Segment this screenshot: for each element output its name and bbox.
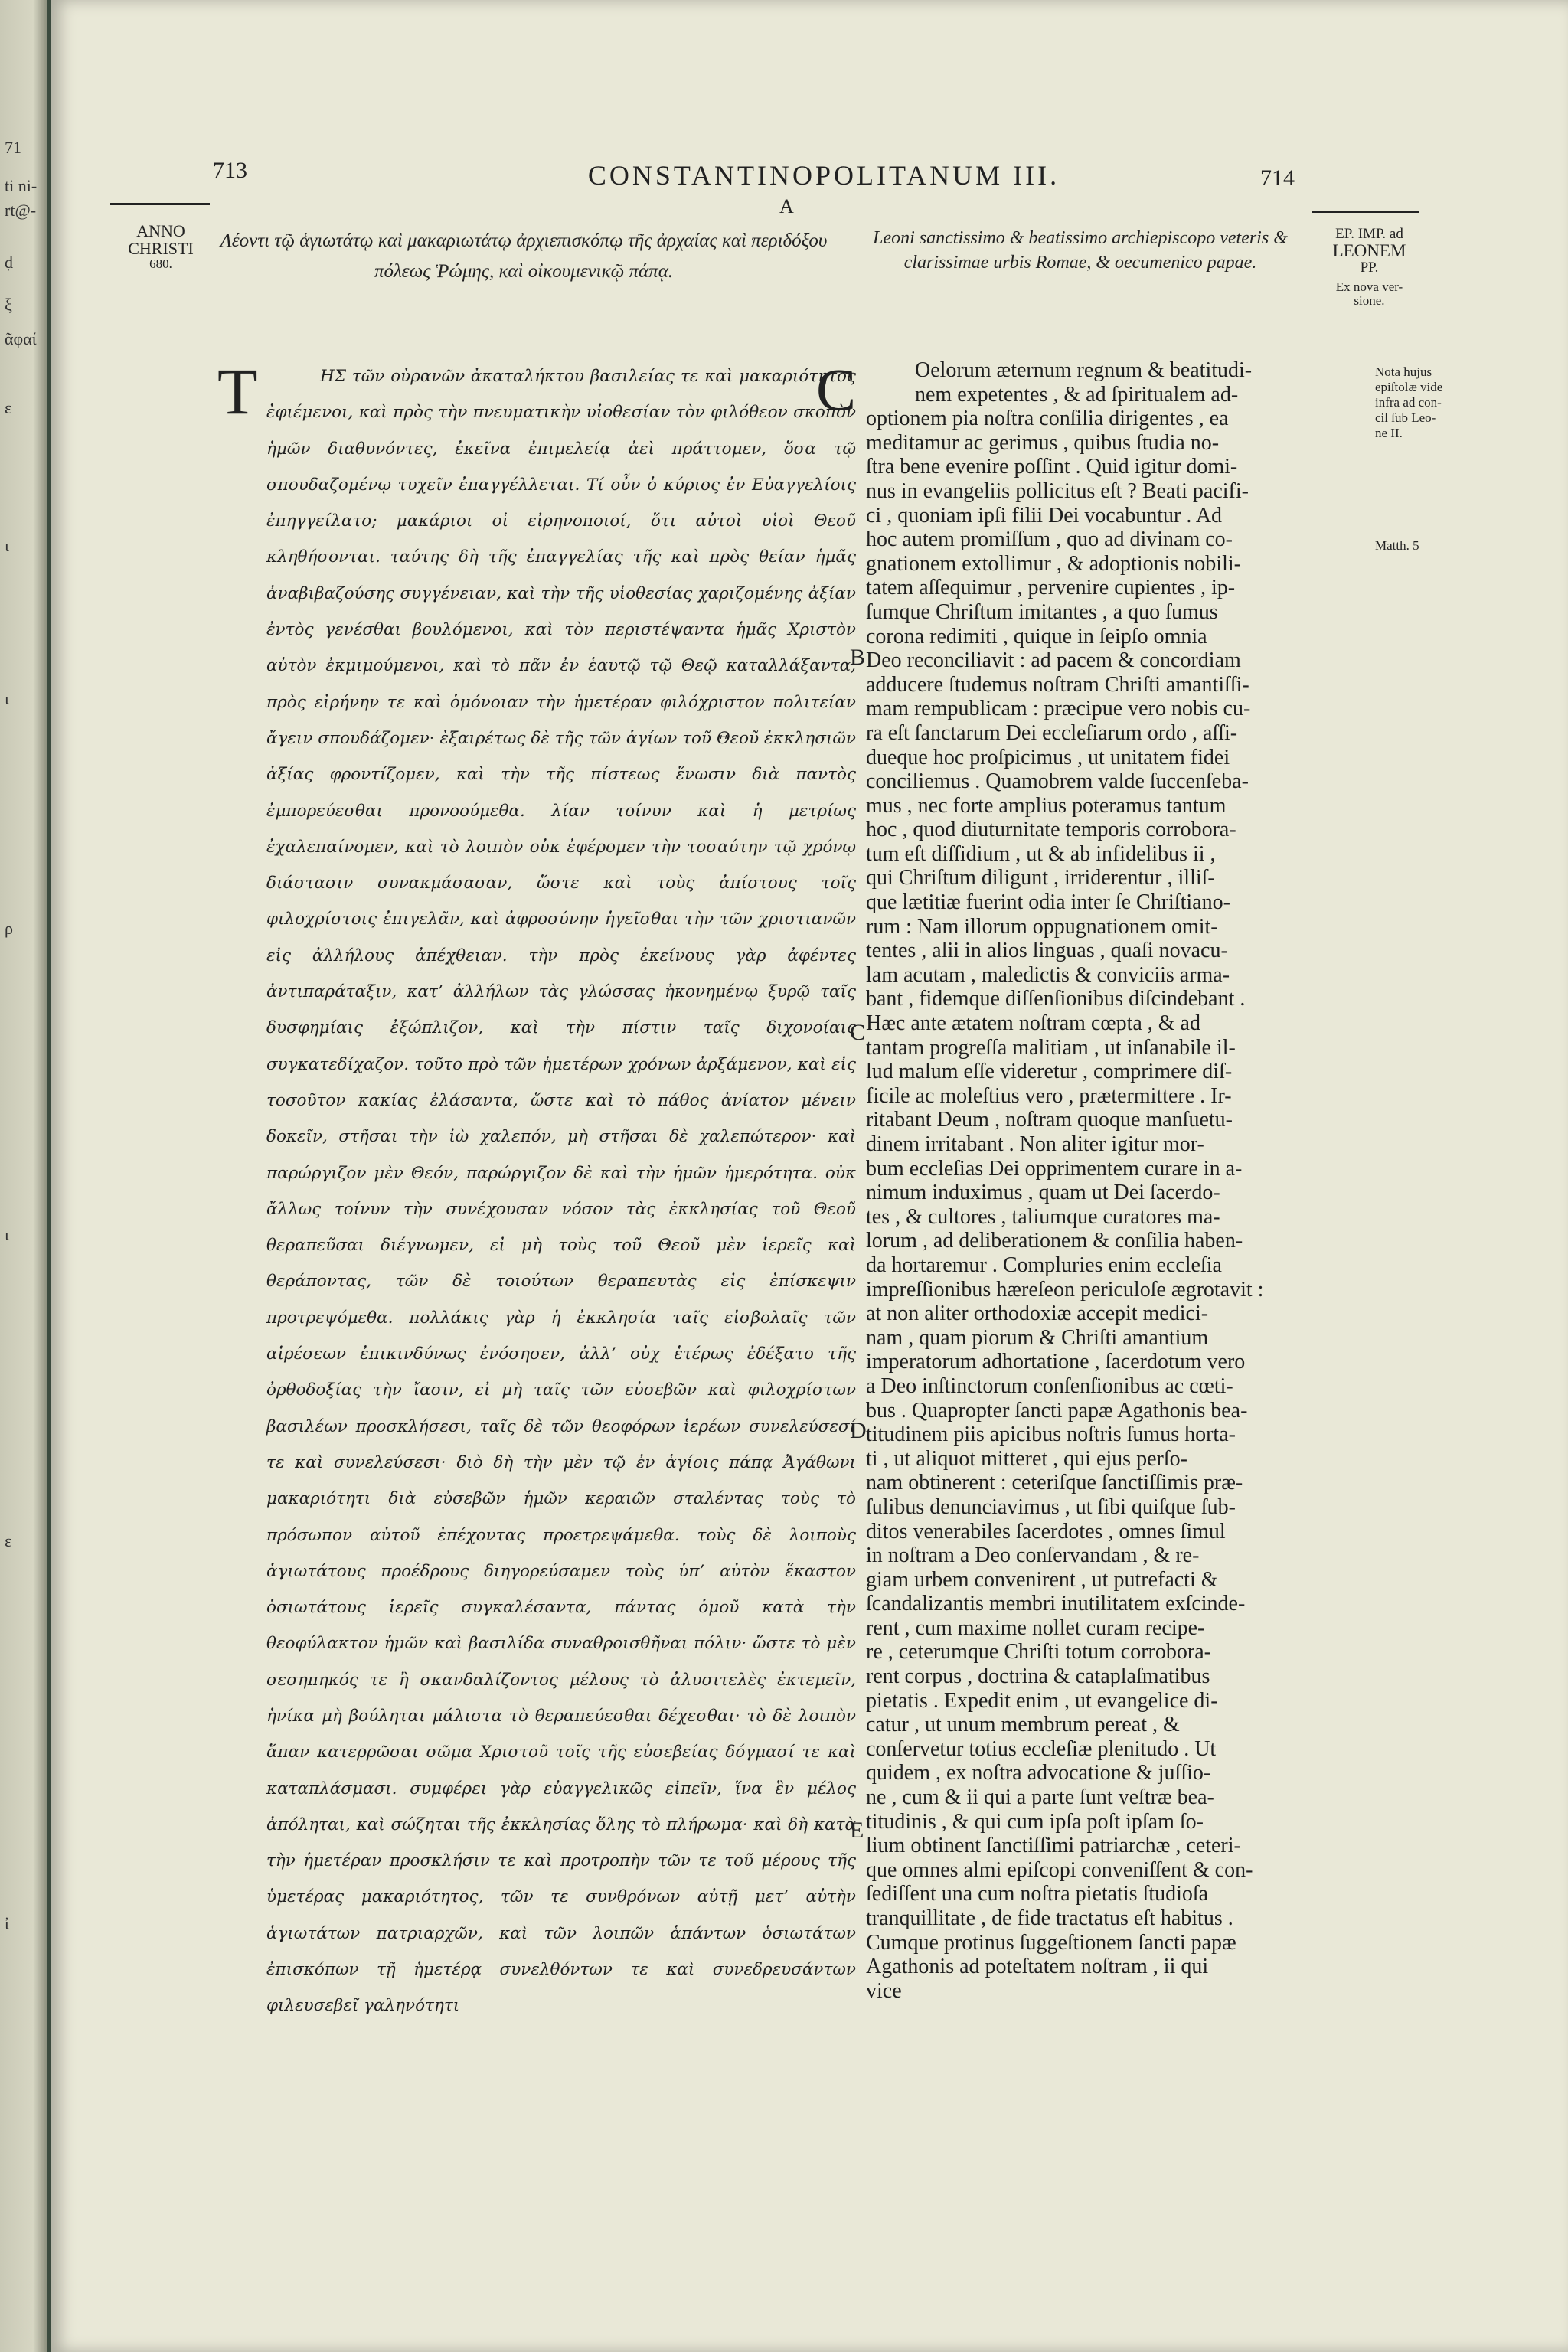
latin-line: que lætitiæ fuerint odia inter ſe Chriſtiano- — [866, 890, 1230, 915]
latin-line: tatem aſſequimur , pervenire cupientes , ip- — [866, 576, 1236, 600]
latin-line: mus , nec forte amplius poteramus tantum — [866, 793, 1227, 818]
greek-text-column: ΗΣ τῶν οὐρανῶν ἀκαταλήκτου βασιλείας τε καὶ μακαριότητος ἐφιέμενοι, καὶ πρὸς τὴν πνευματικὴν υἱοθεσίαν τὸν φιλόθεον σκοπὸν ἡμῶν διαθυνόντες, ἐκεῖνα ἐπιμελείᾳ ἀεὶ πράττομεν, ὅσα τῷ σπουδαζομένῳ τυχεῖν ἐπαγγέλλεται. Τί οὖν ὁ κύριος ἐν Εὐαγγελίοις ἐπηγγείλατο; μακάριοι οἱ εἰρηνοποιοί, ὅτι αὐτοὶ υἱοὶ Θεοῦ κληθήσονται. ταύτης δὴ τῆς ἐπαγγελίας τῆς καὶ πρὸς θείαν ἡμᾶς ἀναβιβαζούσης συγγένειαν, καὶ τὴν τῆς υἱοθεσίας χαριζομένης ἀξίαν ἐντὸς γενέσθαι βουλόμενοι, καὶ τὸν περιστέψαντα ἡμᾶς Χριστὸν αὐτὸν ἐκμιμούμενοι, καὶ τὸ πᾶν ἐν ἑαυτῷ τῷ Θεῷ καταλλάξαντα, πρὸς εἰρήνην τε καὶ ὁμόνοιαν τὴν ἡμετέραν φιλόχριστον πολιτείαν ἄγειν σπουδάζομεν· ἐξαιρέτως δὲ τῆς τῶν ἁγίων τοῦ Θεοῦ ἐκκλησιῶν ἀξίας φροντίζομεν, καὶ τὴν τῆς πίστεως ἕνωσιν διὰ παντὸς ἐμπορεύεσθαι προνοούμεθα. λίαν τοίνυν καὶ ἡ μετρίως ἐχαλεπαίνομεν, καὶ τὸ λοιπὸν οὐκ ἐφέρομεν τὴν τοσαύτην τῷ χρόνῳ διάστασιν συνακμάσασαν, ὥστε καὶ τοὺς ἀπίστους τοῖς φιλοχρίστοις ἐπιγελᾶν, καὶ ἀφροσύνην ἡγεῖσθαι τὴν τῶν χριστιανῶν εἰς ἀλλήλους ἀπέχθειαν. τὴν πρὸς ἐκείνους γὰρ ἀφέντες ἀντιπαράταξιν, κατ’ ἀλλήλων τὰς γλώσσας ἠκονημένῳ ξυρῷ ταῖς δυσφημίαις ἐξώπλιζον, καὶ τὴν πίστιν ταῖς διχονοίαις συγκατεδίχαζον. τοῦτο πρὸ τῶν ἡμετέρων χρόνων ἀρξάμενον, καὶ εἰς τοσοῦτον κακίας ἐλάσαντα, ὥστε καὶ τὸ πάθος ἀνίατον μένειν δοκεῖν, στῆσαι τὴν ἰὼ χαλεπόν, μὴ στῆσαι δὲ χαλεπώτερον· καὶ παρώργιζον μὲν Θεόν, παρώργιζον δὲ καὶ τὴν ἡμῶν ἡμερότητα. οὐκ ἄλλως τοίνυν τὴν συνέχουσαν νόσον τὰς ἐκκλησίας τοῦ Θεοῦ θεραπεῦσαι διέγνωμεν, εἰ μὴ τοὺς τοῦ Θεοῦ μὲν ἱερεῖς καὶ θεράποντας, τῶν δὲ τοιούτων θεραπευτὰς εἰς ἐπίσκεψιν προτρεψόμεθα. πολλάκις γὰρ ἡ ἐκκλησία ταῖς εἰσβολαῖς τῶν αἱρέσεων ἐπικινδύνως ἐνόσησεν, ἀλλ’ οὐχ ἑτέρως ἐδέξατο τῆς ὀρθοδοξίας τὴν ἴασιν, εἰ μὴ ταῖς τῶν εὐσεβῶν καὶ φιλοχρίστων βασιλέων προσκλήσεσι, ταῖς δὲ τῶν θεοφόρων ἱερέων συνελεύσεσί τε καὶ συνελεύσεσι· διὸ δὴ τὴν μὲν τῷ ἐν ἁγίοις πάπᾳ Ἀγάθωνι μακαριότητι διὰ εὐσεβῶν ἡμῶν κεραιῶν σταλέντας τοὺς τὸ πρόσωπον αὐτοῦ ἐπέχοντας προετρεψάμεθα. τοὺς δὲ λοιποὺς ἁγιωτάτους προέδρους διηγορεύσαμεν τοὺς ὑπ’ αὐτὸν ἕκαστον ὁσιωτάτους ἱερεῖς συγκαλέσαντα, πάντας ὁμοῦ κατὰ τὴν θεοφύλακτον ἡμῶν καὶ βασιλίδα συναθροισθῆναι πόλιν· ὥστε τὸ μὲν σεσηπηκός τε ἢ σκανδαλίζοντος μέλους τὸ ἀλυσιτελὲς ἐκτεμεῖν, ἡνίκα μὴ βούληται μάλιστα τὸ θεραπεύεσθαι δέχεσθαι· τὸ δὲ λοιπὸν ἅπαν κατερρῶσαι σῶμα Χριστοῦ τοῖς τῆς εὐσεβείας δόγμασί τε καὶ καταπλάσμασι. συμφέρει γὰρ εὐαγγελικῶς εἰπεῖν, ἵνα ἓν μέλος ἀπόληται, καὶ σώζηται τῆς ἐκκλησίας ὅλης τὸ πλήρωμα· καὶ δὴ κατὰ τὴν ἡμετέραν προσκλήσιν τε καὶ προτροπὴν τῶν τε τοῦ μέρους τῆς ὑμετέρας μακαριότητος, τῶν τε συνθρόνων αὐτῇ μετ’ αὐτὴν ἁγιωτάτων πατριαρχῶν, καὶ τῶν λοιπῶν ἁπάντων ὁσιωτάτων ἐπισκόπων τῇ ἡμετέρᾳ συνελθόντων τε καὶ συνεδρευσάντων φιλευσεβεῖ γαληνότητι — [266, 367, 856, 2016]
book-page — [51, 0, 1568, 2352]
page-number-left: 713 — [213, 158, 247, 183]
section-letter-d: D — [850, 1418, 867, 1443]
latin-line: conciliemus . Quamobrem valde ſuccenſeba- — [866, 769, 1249, 794]
latin-line: ti , ut aliquot mitteret , qui ejus perſo- — [866, 1446, 1187, 1471]
latin-line: ditos venerabiles ſacerdotes , omnes ſimul — [866, 1519, 1226, 1544]
latin-line: tum eſt diſſidium , ut & ab infidelibus ii , — [866, 841, 1216, 866]
latin-line: lorum , ad deliberationem & conſilia haben- — [866, 1229, 1243, 1253]
latin-text-column — [866, 358, 1416, 2003]
latin-line: giam urbem convenirent , ut putrefacti & — [866, 1567, 1218, 1592]
latin-line: bum eccleſias Dei opprimentem curare in a- — [866, 1156, 1243, 1181]
latin-line: adducere ſtudemus noſtram Chriſti amantiſſi- — [866, 672, 1250, 697]
latin-line: bus . Quapropter ſancti papæ Agathonis bea- — [866, 1398, 1248, 1423]
section-letter-c: C — [850, 1020, 866, 1045]
latin-line: catur , ut unum membrum pereat , & — [866, 1713, 1180, 1737]
latin-line: tranquillitate , de fide tractatus eſt habitus . — [866, 1906, 1233, 1930]
running-title: CONSTANTINOPOLITANUM III. — [587, 160, 1060, 191]
latin-line: dueque hoc proſpicimus , ut unitatem fidei — [866, 745, 1230, 769]
latin-line: lud malum eſſe videretur , comprimere diſ- — [866, 1060, 1233, 1084]
latin-line: hoc autem promiſſum , quo ad divinam co- — [866, 528, 1233, 552]
latin-line: Cumque protinus ſuggeſtionem ſancti papæ — [866, 1930, 1236, 1955]
page-number-right: 714 — [1260, 165, 1295, 191]
latin-line: in noſtram a Deo conſervandam , & re- — [866, 1544, 1200, 1568]
latin-line: bant , fidemque diſſenſionibus diſcindebant . — [866, 987, 1246, 1011]
latin-line: nem expetentes , & ad ſpiritualem ad- — [915, 382, 1239, 407]
latin-line: tantam progreſſa malitiam , ut inſanabile il- — [866, 1035, 1236, 1060]
latin-heading: Leoni sanctissimo & beatissimo archiepiscopo veteris & clarissimae urbis Romae, & oecumenico papae. — [873, 228, 1288, 273]
prev-page-fragment: ξ — [5, 295, 12, 314]
latin-line: ſediſſent una cum noſtra pietatis ſtudioſa — [866, 1882, 1209, 1906]
margin-source-line: PP. — [1360, 260, 1379, 276]
latin-line: tentes , alii in alios linguas , quaſi novacu- — [866, 939, 1228, 963]
latin-line: nam obtinerent : ceteriſque ſanctiſſimis præ- — [866, 1471, 1243, 1495]
margin-source-note — [1306, 227, 1432, 308]
latin-line: hoc , quod diuturnitate temporis corrobora- — [866, 818, 1236, 842]
latin-line: Agathonis ad poteſtatem noſtram , ii qui — [866, 1955, 1209, 1979]
prev-page-fragment: ε — [5, 398, 12, 417]
prev-page-fragment: ε — [5, 1531, 12, 1550]
latin-line: Deo reconciliavit : ad pacem & concordiam — [866, 648, 1241, 673]
latin-line: re , ceterumque Chriſti totum corrobora- — [866, 1640, 1211, 1664]
latin-line: Oelorum æternum regnum & beatitudi- — [915, 358, 1253, 382]
latin-line: rent corpus , doctrina & cataplaſmatibus — [866, 1664, 1210, 1689]
prev-page-fragment: ι — [5, 536, 9, 555]
prev-page-fragment: ρ — [5, 919, 13, 938]
prev-page-fragment: ᾶφαί — [5, 329, 37, 348]
latin-line: quidem , ex noſtra advocatione & juſſio- — [866, 1761, 1211, 1785]
latin-line: meditamur ac gerimus , quibus ſtudia no- — [866, 430, 1220, 455]
section-letter-e: E — [850, 1818, 864, 1843]
latin-line: corona redimiti , quique in ſeipſo omnia — [866, 624, 1207, 648]
latin-line: dinem irritabant . Non aliter igitur mor- — [866, 1132, 1204, 1156]
latin-line: impreſſionibus hæreſeon periculoſe ægrotavit : — [866, 1277, 1264, 1302]
latin-line: ficile ac moleſtius vero , prætermittere . Ir- — [866, 1083, 1232, 1108]
latin-line: ritabant Deum , noſtram quoque manſuetu- — [866, 1108, 1233, 1132]
latin-line: ne , cum & ii qui a parte ſunt veſtræ bea- — [866, 1785, 1214, 1810]
latin-line: Hæc ante ætatem noſtram cœpta , & ad — [866, 1011, 1200, 1036]
latin-line: ci , quoniam ipſi filii Dei vocabuntur . Ad — [866, 503, 1223, 528]
margin-year-note — [115, 222, 207, 271]
previous-page-edge — [0, 0, 47, 2352]
latin-line: qui Chriſtum diligunt , irriderentur , illiſ- — [866, 866, 1215, 890]
latin-line: lam acutam , maledictis & conviciis arma- — [866, 962, 1230, 987]
prev-page-fragment: ḍ — [5, 253, 13, 272]
section-letter-a: A — [779, 195, 794, 217]
latin-line: ſtra bene evenire poſſint . Quid igitur domi- — [866, 455, 1238, 479]
latin-line: nus in evangeliis pollicitus eſt ? Beati pacifi- — [866, 479, 1249, 503]
latin-line: tes , & cultores , taliumque curatores ma- — [866, 1204, 1220, 1229]
latin-line: ſumque Chriſtum imitantes , a quo ſumus — [866, 599, 1218, 624]
margin-year-value: 680. — [149, 256, 172, 272]
latin-line: ra eſt ſanctarum Dei eccleſiarum ordo , aſſi- — [866, 720, 1238, 745]
margin-source-line: Ex nova ver- — [1335, 279, 1403, 295]
margin-source-line: LEONEM — [1332, 240, 1406, 260]
margin-source-line: sione. — [1354, 292, 1385, 308]
latin-line: ſulibus denunciavimus , ut ſibi quiſque ſub- — [866, 1494, 1236, 1519]
latin-line: rum : Nam illorum oppugnationem omit- — [866, 914, 1218, 939]
latin-line: at non aliter orthodoxiæ accepit medici- — [866, 1302, 1209, 1326]
latin-line: nam , quam piorum & Chriſti amantium — [866, 1325, 1209, 1350]
latin-line: pietatis . Expedit enim , ut evangelice di- — [866, 1688, 1218, 1713]
prev-page-fragment: 71 — [5, 138, 21, 157]
greek-heading: Λέοντι τῷ ἁγιωτάτῳ καὶ μακαριωτάτῳ ἀρχιεπισκόπῳ τῆς ἀρχαίας καὶ περιδόξου πόλεως Ῥώμης, καὶ οἰκουμενικῷ πάπᾳ. — [220, 230, 828, 282]
prev-page-fragment: ti ni- — [5, 176, 38, 195]
latin-initial-letter: C — [816, 356, 857, 423]
section-letter-b: B — [850, 645, 866, 670]
latin-line: mam rempublicam : præcipue vero nobis cu- — [866, 697, 1251, 721]
margin-year-line: ANNO — [136, 221, 185, 240]
latin-line: ſcandalizantis membri inutilitatem exſcinde- — [866, 1592, 1246, 1616]
margin-source-line: EP. IMP. ad — [1335, 226, 1403, 242]
latin-line: gnationem extollimur , & adoptionis nobili- — [866, 551, 1241, 576]
latin-line: a Deo inſtinctorum conſenſionibus ac cœti- — [866, 1374, 1233, 1398]
latin-line: lium obtinent ſanctiſſimi patriarchæ , ceteri- — [866, 1834, 1241, 1858]
greek-initial-letter: Τ — [217, 354, 258, 428]
prev-page-fragment: ἰ — [5, 1914, 9, 1933]
latin-line: nimum induximus , quam ut Dei ſacerdo- — [866, 1181, 1220, 1205]
latin-line: optionem pia noſtra conſilia dirigentes , ea — [866, 407, 1229, 431]
side-note-nota: Nota hujus epiſtolæ vide infra ad con-cil ſub Leo-ne II. — [1375, 364, 1443, 440]
latin-line: imperatorum adhortatione , ſacerdotum vero — [866, 1350, 1246, 1374]
latin-line: titudinis , & qui cum ipſa poſt ipſam ſo- — [866, 1809, 1204, 1834]
header-rule-right — [1312, 211, 1419, 213]
prev-page-fragment: rt@- — [5, 201, 37, 220]
latin-line: conſervetur totius eccleſiæ plenitudo . Ut — [866, 1736, 1217, 1761]
prev-page-fragment: ι — [5, 689, 9, 708]
latin-line: titudinem piis apicibus noſtris ſumus horta- — [866, 1423, 1236, 1447]
margin-year-line: CHRISTI — [128, 239, 194, 259]
header-rule-left — [110, 203, 210, 205]
latin-line: vice — [866, 1978, 902, 2003]
latin-line: da hortaremur . Compluries enim eccleſia — [866, 1253, 1222, 1277]
side-note-matth: Matth. 5 — [1375, 538, 1419, 553]
latin-line: rent , cum maxime nollet curam recipe- — [866, 1615, 1205, 1640]
prev-page-fragment: ι — [5, 1225, 9, 1244]
latin-line: que omnes almi epiſcopi conveniſſent & con- — [866, 1857, 1253, 1882]
